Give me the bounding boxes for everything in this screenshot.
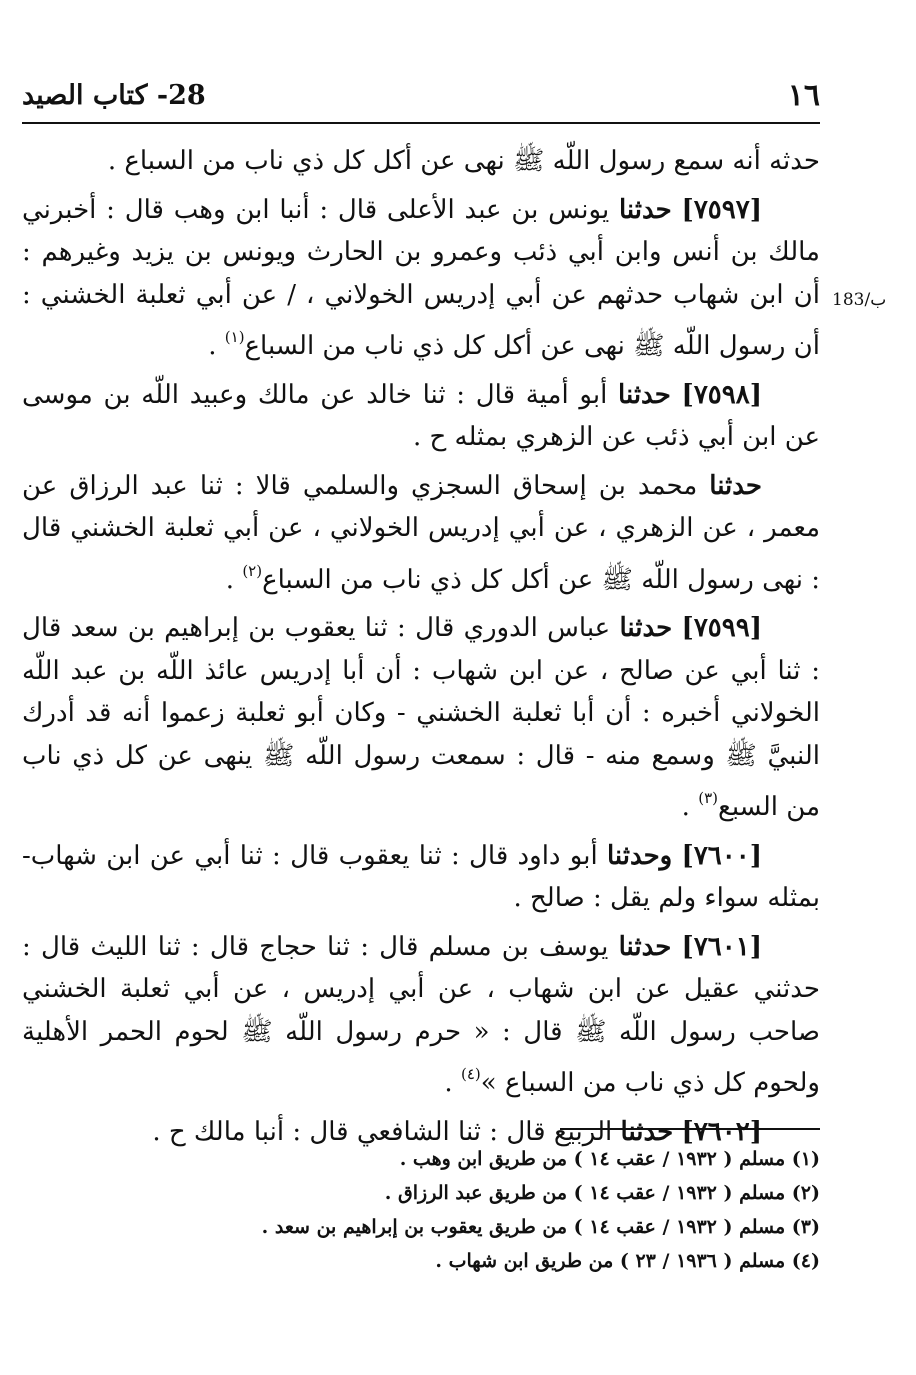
page-number: ١٦ [787,78,820,113]
hadith-keyword: حدثنا [618,379,671,410]
hadith-tail: . [444,1068,461,1098]
footnote-ref: (١) [224,328,245,346]
hadith-number: [٧٥٩٧] [681,194,763,225]
hadith-text: يوسف بن مسلم قال : ثنا حجاج قال : ثنا الليث قال : حدثني عقيل عن ابن شهاب ، عن أبي إدريس ، عن أبي ثعلبة الخشني صاحب رسول اللّه ﷺ قال : « حرم رسول اللّه ﷺ لحوم الحمر الأهلية ولحوم كل ذي ناب من السباع » [22,931,820,1098]
paragraph-text: حدثه أنه سمع رسول اللّه ﷺ نهى عن أكل كل ذي ناب من السباع . [107,146,820,176]
hadith-number: [٧٥٩٨] [681,379,762,410]
footnotes [22,1142,820,1278]
paragraph [22,140,820,183]
footnote-divider [560,1128,820,1130]
hadith-keyword: وحدثنا [606,840,673,871]
hadith-keyword: حدثنا [619,194,672,225]
hadith-keyword: حدثنا [709,470,762,501]
hadith-number: [٧٦٠١] [681,931,763,962]
hadith-keyword: حدثنا [618,931,672,962]
hadith-number: [٧٦٠٠] [681,840,762,871]
hadith-tail: . [208,331,225,361]
footnote: (٣) مسلم ( ١٩٣٢ / عقب ١٤ ) من طريق يعقوب بن إبراهيم بن سعد . [261,1216,820,1238]
hadith-tail: . [225,564,243,595]
footnote-ref: (٣) [698,789,718,807]
footnote-ref: (٤) [460,1065,481,1083]
main-text [22,140,820,1159]
hadith-text: يونس بن عبد الأعلى قال : أنبا ابن وهب قال : أخبرني مالك بن أنس وابن أبي ذئب وعمرو بن الحارث ويونس بن يزيد وغيرهم : أن ابن شهاب حدثهم عن أبي إدريس الخولاني ، / عن أبي ثعلبة الخشني : أن رسول اللّه ﷺ نهى عن أكل كل ذي ناب من السباع [22,194,820,361]
page-header [22,74,820,124]
chapter-title: 28- كتاب الصيد [22,80,206,111]
hadith-number: [٧٥٩٩] [681,613,762,643]
hadith-text: محمد بن إسحاق السجزي والسلمي قالا : ثنا عبد الرزاق عن معمر ، عن الزهري ، عن أبي إدريس الخولاني ، عن أبي ثعلبة الخشني قال : نهى رسول اللّه ﷺ عن أكل كل ذي ناب من السباع [22,470,820,595]
footnote: (١) مسلم ( ١٩٣٢ / عقب ١٤ ) من طريق ابن وهب . [399,1148,820,1170]
footnote: (٢) مسلم ( ١٩٣٢ / عقب ١٤ ) من طريق عبد الرزاق . [384,1182,820,1204]
hadith-keyword: حدثنا [620,1116,674,1147]
hadith-7601 [22,926,820,1105]
hadith-text: أبو أمية قال : ثنا خالد عن مالك وعبيد اللّه بن موسى عن ابن أبي ذئب عن الزهري بمثله ح . [22,379,820,452]
footnote: (٤) مسلم ( ١٩٣٦ / ٢٣ ) من طريق ابن شهاب . [435,1250,820,1272]
hadith-keyword: حدثنا [619,613,673,643]
hadith-text: أبو داود قال : ثنا يعقوب قال : ثنا أبي عن ابن شهاب- بمثله سواء ولم يقل : صالح . [22,840,820,913]
hadith-tail: . [681,792,699,822]
margin-folio-note: 183/ب [832,290,887,310]
hadith-text: الربيع قال : ثنا الشافعي قال : أنبا مالك ح . [152,1116,621,1147]
hadith-number: [٧٦٠٢] [681,1116,762,1147]
hadith-text: عباس الدوري قال : ثنا يعقوب بن إبراهيم بن سعد قال : ثنا أبي عن صالح ، عن ابن شهاب : أن أبا إدريس عائذ اللّه بن عبد اللّه الخولاني أخبره : أن أبا ثعلبة الخشني - وكان أبو ثعلبة زعموا أنه قد أدرك النبيَّ ﷺ وسمع منه - قال : سمعت رسول اللّه ﷺ ينهى عن كل ذي ناب من السبع [22,613,821,822]
hadith-7599 [22,607,820,829]
footnote-ref: (٢) [242,561,263,580]
hadith-7597 [22,189,820,368]
hadith-7600 [22,835,820,920]
hadith-sub [22,465,820,602]
hadith-7598 [22,374,820,459]
